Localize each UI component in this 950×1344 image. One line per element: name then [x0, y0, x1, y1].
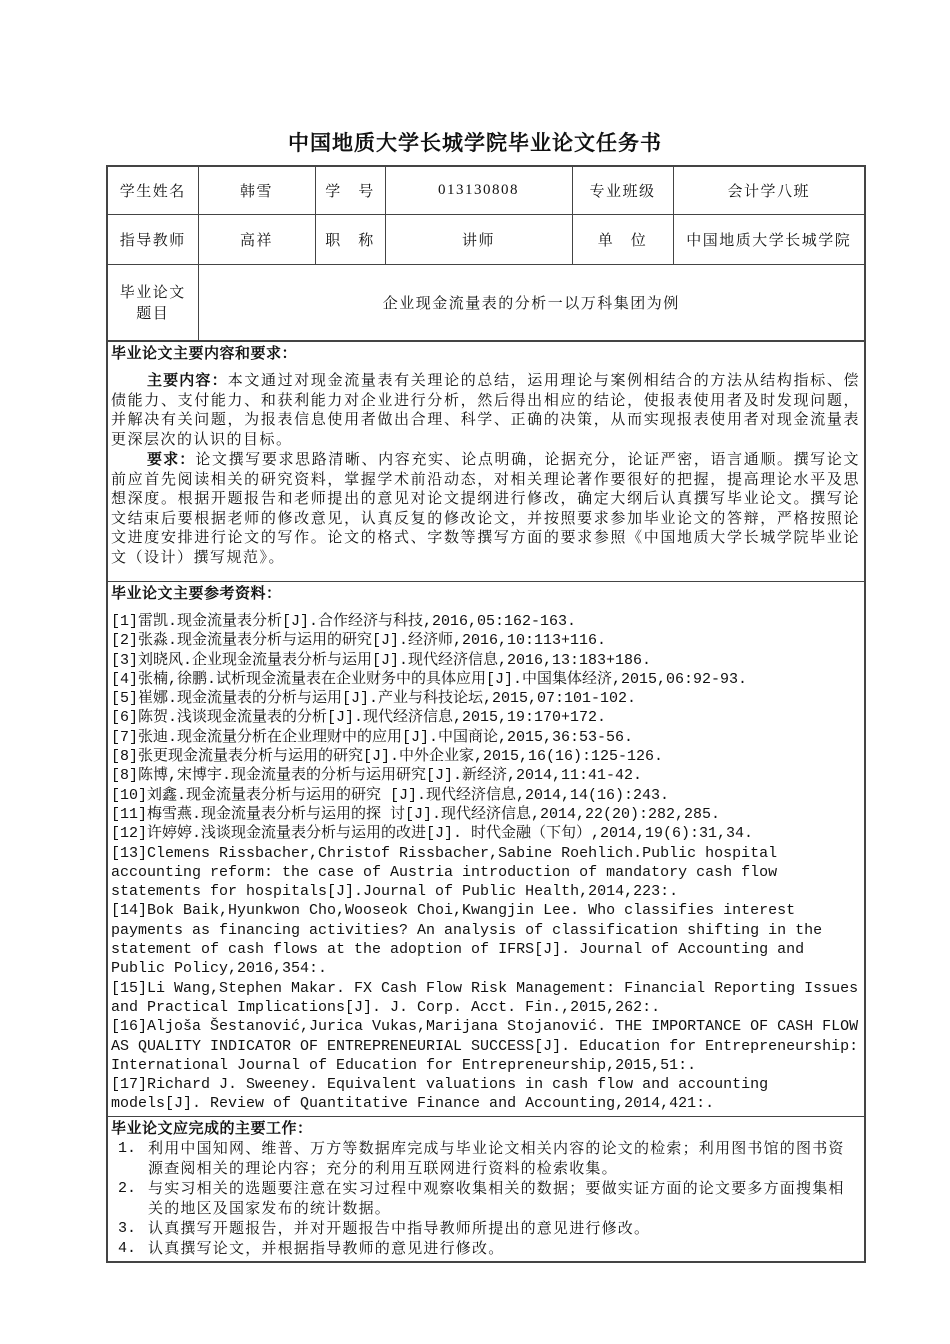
- thesis-topic-value: 企业现金流量表的分析一以万科集团为例: [198, 264, 865, 341]
- advisor-value: 高祥: [198, 214, 315, 264]
- advisor-title-value: 讲师: [385, 214, 572, 264]
- thesis-topic-label: [107, 264, 198, 341]
- reference-item: [11]梅雪燕.现金流量表分析与运用的探 讨[J].现代经济信息,2014,22(20):282,285.: [111, 805, 721, 823]
- reference-item: [5]崔娜.现金流量表的分析与运用[J].产业与科技论坛,2015,07:101-102.: [111, 690, 637, 708]
- work-item-list: [111, 1139, 860, 1259]
- reference-item: [16]Aljoša Šestanović,Jurica Vukas,Marijana Stojanović. THE IMPORTANCE OF CASH FLOW AS QUALITY INDICATOR OF ENTREPRENEURIAL SUCCESS[J]. Education for Entrepreneurship: International Journal of Education for Entrepreneurship,2015,51:.: [111, 1018, 859, 1074]
- student-id-value: 013130808: [385, 166, 572, 214]
- reference-item: [13]Clemens Rissbacher,Christof Rissbacher,Sabine Roehlich.Public hospital accounting reform: the case of Austria introduction of mandatory cash flow statements for hospitals[J].Journal of Public Health,2014,223:.: [111, 844, 778, 901]
- thesis-topic-label-line1: 毕业论文: [119, 285, 186, 302]
- class-label: 专业班级: [572, 166, 673, 214]
- class-value: 会计学八班: [673, 166, 865, 214]
- content-paragraph: [111, 371, 860, 450]
- work-item-number: 2.: [118, 1179, 137, 1197]
- paragraph-text: 论文撰写要求思路清晰、内容充实、论点明确，论据充分，论证严密，语言通顺。撰写论文前应首先阅读相关的研究资料，掌握学术前沿动态，对相关理论著作要很好的把握，提高理论水平及思想深度。根据开题报告和老师提出的意见对论文提纲进行修改，确定大纲后认真撰写毕业论文。撰写论文结束后要根据老师的修改意见，认真反复的修改论文，并按照要求参加毕业论文的答辩，严格按照论文进度安排进行论文的写作。论文的格式、字数等撰写方面的要求参照《中国地质大学长城学院毕业论文（设计）撰写规范》。: [111, 452, 860, 566]
- reference-item: [4]张楠,徐鹏.试析现金流量表在企业财务中的具体应用[J].中国集体经济,2015,06:92-93.: [111, 670, 748, 688]
- advisor-title-label: 职 称: [315, 214, 385, 264]
- content-paragraphs: [111, 371, 860, 568]
- work-item-text: 认真撰写开题报告，并对开题报告中指导教师所提出的意见进行修改。: [148, 1220, 651, 1237]
- reference-item: [6]陈贺.浅谈现金流量表的分析[J].现代经济信息,2015,19:170+172.: [111, 709, 607, 727]
- work-item-number: 1.: [118, 1139, 137, 1157]
- thesis-topic-label-line2: 题目: [136, 306, 170, 323]
- work-item: [111, 1139, 860, 1179]
- reference-list: [111, 612, 860, 1114]
- reference-item: [15]Li Wang,Stephen Makar. FX Cash Flow Risk Management: Financial Reporting Issues and Practical Implications[J]. J. Corp. Acct. Fin.,2015,262:.: [111, 979, 859, 1016]
- work-item-number: 4.: [118, 1239, 137, 1257]
- content-requirements-section: [106, 342, 866, 582]
- work-section: [106, 1117, 866, 1263]
- content-section-heading: 毕业论文主要内容和要求：: [111, 345, 298, 362]
- reference-item: [14]Bok Baik,Hyunkwon Cho,Wooseok Choi,Kwangjin Lee. Who classifies interest payments as financing activities? An analysis of classification shifting in the statement of cash flows at the adoption of IFRS[J]. Journal of Accounting and Public Policy,2016,354:.: [111, 902, 823, 978]
- work-item: [111, 1219, 860, 1239]
- document-body: [106, 165, 866, 1263]
- work-item: [111, 1239, 860, 1259]
- paragraph-label: 要求：: [147, 451, 196, 468]
- unit-label: 单 位: [572, 214, 673, 264]
- references-section-heading: 毕业论文主要参考资料：: [111, 585, 282, 602]
- student-id-label: 学 号: [315, 166, 385, 214]
- reference-item: [8]陈博,宋博宇.现金流量表的分析与运用研究[J].新经济,2014,11:41-42.: [111, 767, 643, 785]
- references-section: [106, 582, 866, 1117]
- student-name-label: 学生姓名: [107, 166, 198, 214]
- work-item-text: 利用中国知网、维普、万方等数据库完成与毕业论文相关内容的论文的检索；利用图书馆的图书资源查阅相关的理论内容；充分的利用互联网进行资料的检索收集。: [148, 1140, 845, 1177]
- paragraph-text: 本文通过对现金流量表有关理论的总结，运用理论与案例相结合的方法从结构指标、偿债能力、支付能力、和获利能力对企业进行分析，然后得出相应的结论，使报表使用者及时发现问题，并解决有关问题，为报表信息使用者做出合理、科学、正确的决策，从而实现报表使用者对现金流量表更深层次的认识的目标。: [111, 373, 860, 448]
- work-item-number: 3.: [118, 1219, 137, 1237]
- info-table: [106, 165, 866, 342]
- work-item: [111, 1179, 860, 1219]
- reference-item: [7]张迪.现金流量分析在企业理财中的应用[J].中国商论,2015,36:53-56.: [111, 728, 634, 746]
- page-title: 中国地质大学长城学院毕业论文任务书: [288, 132, 662, 155]
- work-item-text: 与实习相关的选题要注意在实习过程中观察收集相关的数据；要做实证方面的论文要多方面搜集相关的地区及国家发布的统计数据。: [148, 1180, 845, 1217]
- work-section-heading: 毕业论文应完成的主要工作：: [111, 1119, 313, 1137]
- reference-item: [3]刘晓风.企业现金流量表分析与运用[J].现代经济信息,2016,13:183+186.: [111, 651, 652, 669]
- table-row-advisor: [107, 214, 865, 264]
- reference-item: [10]刘鑫.现金流量表分析与运用的研究 [J].现代经济信息,2014,14(16):243.: [111, 786, 670, 804]
- reference-item: [12]许婷婷.浅谈现金流量表分析与运用的改进[J]. 时代金融（下旬）,2014,19(6):31,34.: [111, 825, 754, 843]
- paragraph-label: 主要内容：: [147, 372, 228, 389]
- reference-item: [2]张淼.现金流量表分析与运用的研究[J].经济师,2016,10:113+116.: [111, 632, 607, 650]
- table-row-topic: [107, 264, 865, 341]
- reference-item: [17]Richard J. Sweeney. Equivalent valuations in cash flow and accounting models[J]. Review of Quantitative Finance and Accounting,2014,421:.: [111, 1076, 769, 1113]
- reference-item: [1]雷凯.现金流量表分析[J].合作经济与科技,2016,05:162-163.: [111, 613, 577, 630]
- table-row-student: [107, 166, 865, 214]
- unit-value: 中国地质大学长城学院: [673, 214, 865, 264]
- advisor-label: 指导教师: [107, 214, 198, 264]
- student-name-value: 韩雪: [198, 166, 315, 214]
- content-paragraph: [111, 450, 860, 568]
- reference-item: [8]张更现金流量表分析与运用的研究[J].中外企业家,2015,16(16):125-126.: [111, 748, 664, 766]
- work-item-text: 认真撰写论文，并根据指导教师的意见进行修改。: [148, 1240, 505, 1257]
